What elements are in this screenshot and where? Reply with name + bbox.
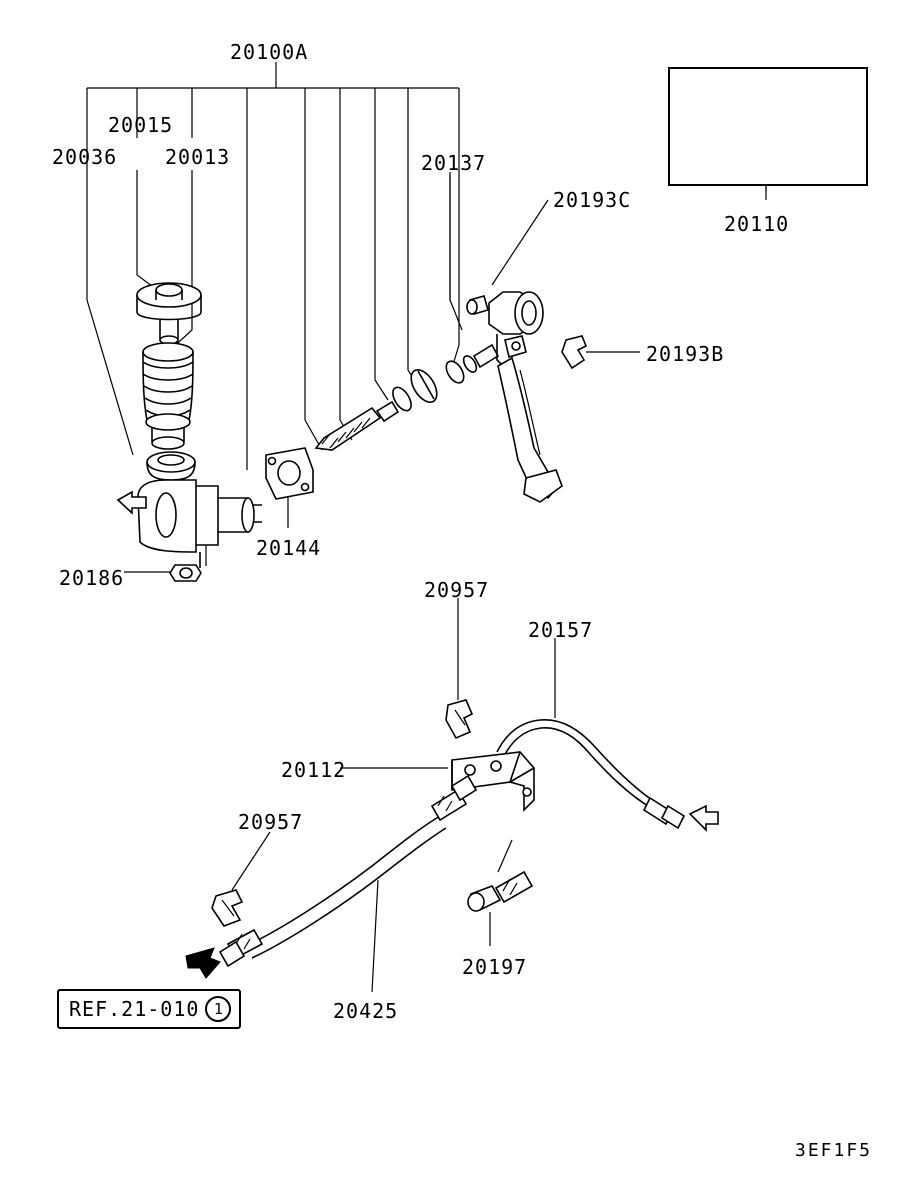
callout-20193B: 20193B	[646, 342, 725, 366]
callout-20157: 20157	[528, 618, 594, 642]
reference-box[interactable]	[57, 989, 241, 1029]
callout-20197: 20197	[462, 955, 528, 979]
part-20036-boot	[143, 343, 193, 449]
part-20197-bolt	[468, 840, 532, 946]
callout-20036: 20036	[52, 145, 118, 169]
callout-20425: 20425	[333, 999, 399, 1023]
callout-20015: 20015	[108, 113, 174, 137]
callout-20957-upper: 20957	[424, 578, 490, 602]
part-20013-ring	[147, 452, 195, 480]
reference-circle-number: 1	[205, 996, 231, 1022]
callout-20957-lower: 20957	[238, 810, 304, 834]
part-20157-pipe	[497, 638, 718, 830]
part-20015-cap	[137, 283, 201, 344]
callout-20144: 20144	[256, 536, 322, 560]
inset-box-20110	[668, 67, 868, 186]
reference-text: REF.21-010	[69, 997, 200, 1021]
part-20957-clip-upper	[446, 700, 472, 738]
callout-20193C: 20193C	[553, 188, 632, 212]
part-20144-gasket	[266, 448, 313, 499]
part-20112-bracket	[452, 752, 534, 810]
callout-20112: 20112	[281, 758, 347, 782]
callout-20186: 20186	[59, 566, 125, 590]
sheet-code: 3EF1F5	[795, 1140, 873, 1161]
callout-20110: 20110	[724, 212, 790, 236]
part-pushrod-spring	[316, 345, 498, 450]
part-20100A-master-cylinder	[118, 480, 262, 581]
callout-20137: 20137	[421, 151, 487, 175]
callout-20100A: 20100A	[230, 40, 309, 64]
part-20425-hose	[186, 776, 476, 992]
part-20957-clip-lower	[212, 890, 242, 926]
part-clevis-pedal	[467, 292, 586, 502]
callout-20013: 20013	[165, 145, 231, 169]
